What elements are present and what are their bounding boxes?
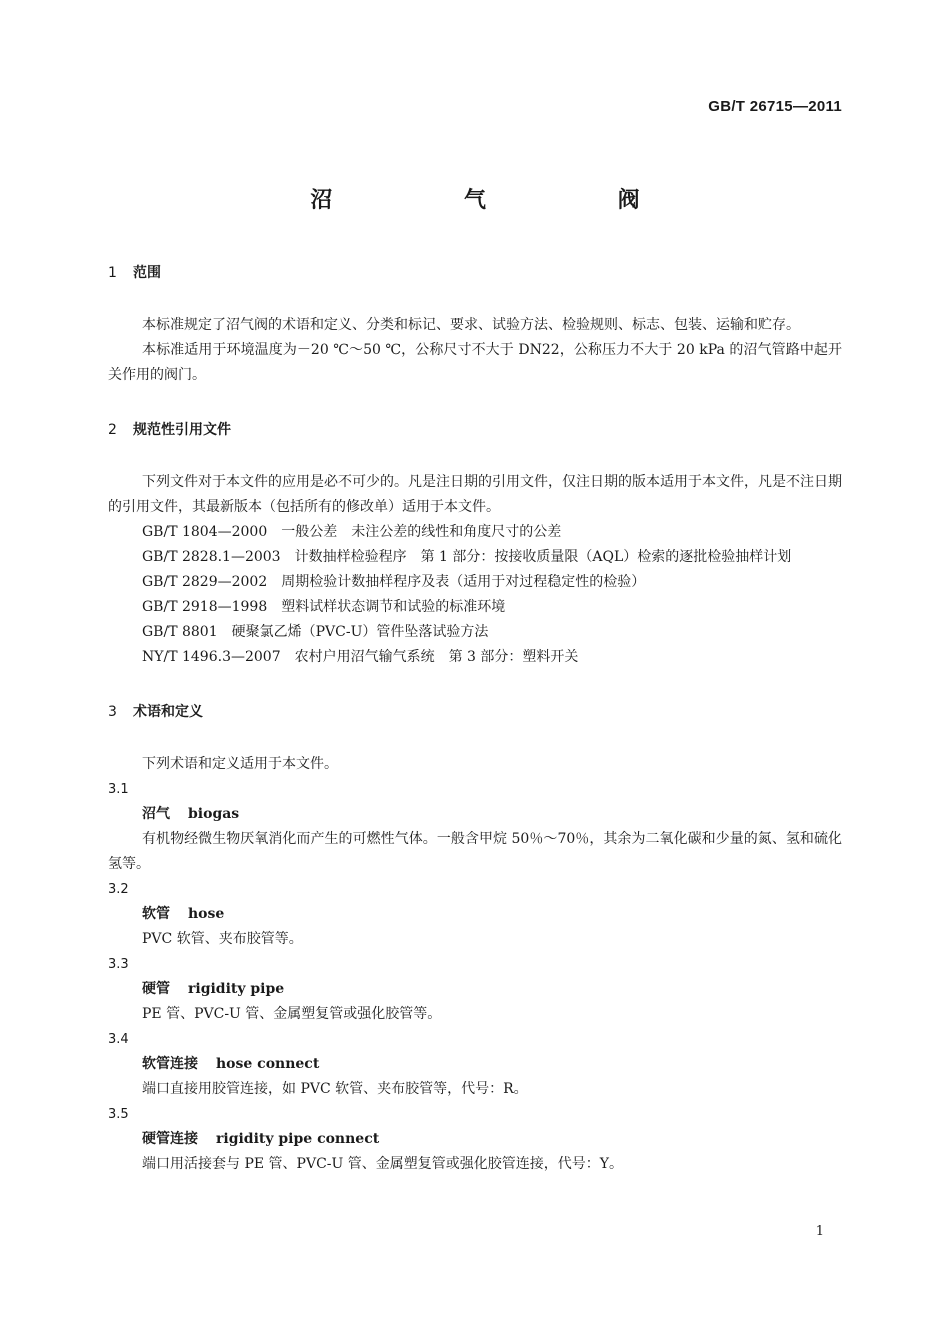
section-title: 术语和定义 [133, 704, 203, 720]
term-name-en: hose connect [216, 1056, 320, 1072]
term-name-zh: 硬管 [142, 981, 170, 997]
term-number: 3.4 [108, 1032, 129, 1047]
section-number: 2 [108, 422, 117, 438]
reference-item: GB/T 8801 硬聚氯乙烯（PVC-U）管件坠落试验方法 [142, 624, 489, 640]
term-definition: PVC 软管、夹布胶管等。 [142, 931, 303, 947]
term-definition: 端口用活接套与 PE 管、PVC-U 管、金属塑复管或强化胶管连接，代号：Y。 [142, 1156, 624, 1172]
term-definition: PE 管、PVC-U 管、金属塑复管或强化胶管等。 [142, 1006, 442, 1022]
term-definition: 端口直接用胶管连接，如 PVC 软管、夹布胶管等，代号：R。 [142, 1081, 528, 1097]
section-title: 范围 [133, 265, 161, 281]
term-name-zh: 硬管连接 [142, 1131, 198, 1147]
term-name-zh: 沼气 [142, 806, 170, 822]
section-number: 1 [108, 265, 117, 281]
reference-item: NY/T 1496.3—2007 农村户用沼气输气系统 第 3 部分：塑料开关 [142, 649, 579, 665]
term-name-en: hose [188, 906, 225, 922]
term-entry [108, 777, 842, 877]
term-entry [108, 1102, 842, 1177]
document-title: 沼 气 阀 [310, 188, 702, 213]
reference-item: GB/T 2918—1998 塑料试样状态调节和试验的标准环境 [142, 599, 506, 615]
term-name [108, 802, 842, 827]
section-number: 3 [108, 704, 117, 720]
scope-paragraph: 本标准适用于环境温度为－20 ℃～50 ℃，公称尺寸不大于 DN22，公称压力不大于 20 kPa 的沼气管路中起开关作用的阀门。 [108, 342, 842, 383]
term-entry [108, 952, 842, 1027]
section-heading-normative-references [108, 418, 842, 442]
reference-item: GB/T 2829—2002 周期检验计数抽样程序及表（适用于对过程稳定性的检验） [142, 574, 646, 590]
term-name-zh: 软管连接 [142, 1056, 198, 1072]
scope-paragraph: 本标准规定了沼气阀的术语和定义、分类和标记、要求、试验方法、检验规则、标志、包装、运输和贮存。 [142, 317, 800, 333]
standard-code: GB/T 26715—2011 [708, 98, 842, 115]
term-name-zh: 软管 [142, 906, 170, 922]
term-name [108, 1127, 842, 1152]
term-name [108, 977, 842, 1002]
section-heading-scope [108, 261, 842, 285]
term-name-en: biogas [188, 806, 240, 822]
section-heading-terms [108, 700, 842, 724]
term-name-en: rigidity pipe [188, 981, 285, 997]
reference-item: GB/T 1804—2000 一般公差 未注公差的线性和角度尺寸的公差 [142, 524, 562, 540]
section-title: 规范性引用文件 [133, 422, 231, 438]
term-name [108, 1052, 842, 1077]
term-number: 3.2 [108, 882, 129, 897]
term-entry [108, 877, 842, 952]
page-number: 1 [815, 1224, 824, 1239]
term-definition: 有机物经微生物厌氧消化而产生的可燃性气体。一般含甲烷 50％～70％，其余为二氧化碳和少量的氮、氢和硫化氢等。 [108, 831, 842, 872]
term-number: 3.1 [108, 782, 129, 797]
terms-intro: 下列术语和定义适用于本文件。 [142, 756, 338, 772]
document-body [108, 261, 842, 1177]
term-name [108, 902, 842, 927]
references-intro: 下列文件对于本文件的应用是必不可少的。凡是注日期的引用文件，仅注日期的版本适用于本文件，凡是不注日期的引用文件，其最新版本（包括所有的修改单）适用于本文件。 [108, 474, 842, 515]
term-number: 3.5 [108, 1107, 129, 1122]
term-entry [108, 1027, 842, 1102]
reference-item: GB/T 2828.1—2003 计数抽样检验程序 第 1 部分：按接收质量限（AQL）检索的逐批检验抽样计划 [142, 549, 792, 565]
term-name-en: rigidity pipe connect [216, 1131, 380, 1147]
term-number: 3.3 [108, 957, 129, 972]
